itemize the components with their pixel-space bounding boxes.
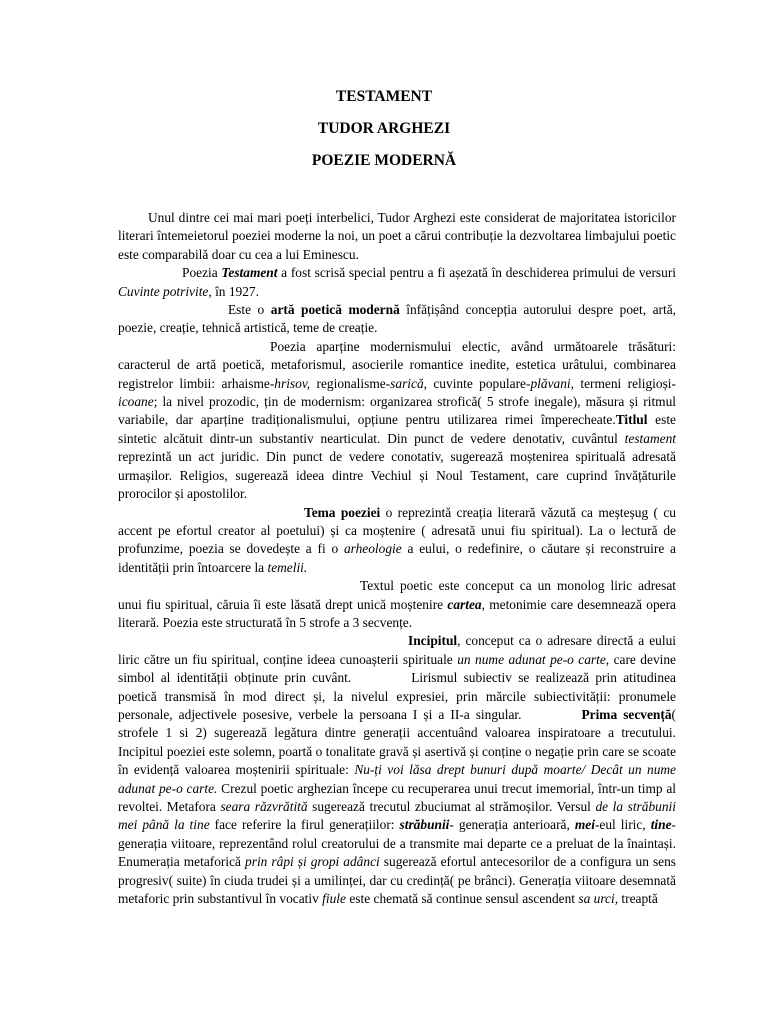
theme-emphasis: Tema poeziei — [304, 504, 381, 520]
bold-italic-term: tine — [650, 817, 672, 833]
text-span: Crezul poetic arghezian începe cu recuperarea unui trecut imemorial, într-un timp al revoltei. Metafora — [118, 780, 676, 814]
incipit-emphasis: Incipitul — [408, 633, 458, 649]
sequence-emphasis: Prima secvență — [581, 706, 672, 722]
italic-term: prin râpi și gropi adânci — [245, 854, 380, 870]
title-testament: TESTAMENT — [335, 88, 433, 105]
paragraph-incipit — [118, 632, 676, 908]
poem-title-emphasis: Testament — [221, 265, 278, 281]
document-body — [118, 209, 676, 908]
text-span: o reprezintă creația literară văzută ca meșteșug ( cu accent pe efortul creator al poetului) și ca moștenire ( adresată unui fiu spiritual). La o lectură de profunzime, poezia se dovedește a fi o — [118, 504, 676, 557]
paragraph-intro: Unul dintre cei mai mari poeți interbelici, Tudor Arghezi este considerat de majoritatea istoricilor literari întemeietorul poeziei moderne la noi, un poet a cărui contribuție la dezvoltarea limbajului poetic este comparabilă doar cu cea a lui Eminescu. — [118, 210, 676, 262]
text-span: reprezintă un act juridic. Din punct de vedere conotativ, sugerează moștenirea spirituală adresată urmașilor. Religios, sugerează ideea dintre Vechiul și Noul Testament, care cuprind învățăturile prorocilor și apostolilor. — [118, 449, 676, 502]
italic-term: seara răzvrătită — [220, 799, 308, 814]
title-block — [0, 88, 768, 184]
ars-poetica-emphasis: artă poetică modernă — [270, 302, 400, 318]
bold-italic-term: străbunii — [399, 817, 450, 833]
text-span: - generația anterioară, — [449, 817, 575, 833]
text-span: în 1927. — [211, 283, 259, 299]
italic-term: testament — [624, 430, 676, 446]
text-span: Poezia aparține modernismului electic, având următoarele trăsături: caracterul de artă poetică, metaforismul, asocierile romantice inedite, estetica urâtului, combinarea registrelor limbii: arhaisme- — [118, 338, 676, 391]
text-span: cuvinte populare- — [426, 375, 531, 391]
italic-term: temelii. — [267, 559, 308, 575]
text-span: -eul liric, — [594, 817, 651, 833]
italic-term: de la străbunii mei până la tine — [118, 799, 676, 833]
text-span: Textul poetic este conceput ca un monolog liric adresat unui fiu spiritual, căruia îi este lăsată drept unică moștenire — [118, 578, 676, 612]
text-span: Poezia — [182, 265, 222, 281]
text-span: a eului, o redefinire, o căutare și reconstruire a identității prin întoarcere la — [118, 541, 676, 575]
text-span: este chemată să continue sensul ascendent — [345, 891, 579, 907]
paragraph-ars-poetica — [118, 301, 676, 338]
title-emphasis: Titlul — [615, 412, 648, 428]
text-span: face referire la firul generațiilor: — [209, 817, 400, 833]
title-genre: POEZIE MODERNĂ — [311, 152, 457, 169]
italic-term: plăvani, — [530, 375, 574, 391]
italic-term: fiule — [322, 891, 346, 907]
text-span: ( strofele 1 si 2) sugerează legătura dintre generații accentuând valoarea inspiratoare a trecutului. Incipitul poeziei este solemn, poartă o tonalitate gravă și asertivă și conține o negație prin care se scoate în evidență valoarea moștenirii spirituale: — [118, 706, 676, 778]
italic-term: sarică, — [390, 375, 427, 391]
italic-term: sa urci, — [578, 891, 619, 907]
paragraph-poem-context — [118, 264, 676, 301]
text-span: termeni religioși- — [573, 375, 676, 391]
text-span: Este o — [228, 302, 271, 318]
text-span: Lirismul subiectiv se realizează prin atitudinea poetică transmisă în mod direct și, la nivelul expresiei, prin mărcile subiectivității: pronumele personale, adjectivele posesive, verbele la persoana I și a II-a singular. — [118, 670, 676, 722]
text-span: regionalisme- — [310, 375, 391, 391]
text-span: a fost scrisă special pentru a fi așezată în deschiderea primului de versuri — [277, 265, 677, 281]
text-span: , metonimie care desemnează opera literară. Poezia este structurată în 5 strofe a 3 secvențe. — [118, 596, 676, 630]
text-span: , conceput ca o adresare directă a eului liric către un fiu spiritual, conține ideea cunoașterii spirituale — [118, 633, 676, 667]
italic-term: icoane — [118, 394, 154, 410]
text-span: înfățișând concepția autorului despre poet, artă, poezie, creație, tehnică artistică, teme de creație. — [118, 302, 676, 336]
italic-term: un nume adunat pe-o carte, — [457, 651, 610, 667]
title-author: TUDOR ARGHEZI — [317, 120, 451, 137]
text-span: sugerează trecutul zbuciumat al strămoșilor. Versul — [307, 799, 596, 814]
italic-term: arheologie — [343, 541, 402, 557]
text-span: - generația viitoare, reprezentând rolul creatorului de a transmite mai departe ce a preluat de la înaintași. Enumerația metaforică — [118, 817, 676, 870]
text-span: ; la nivel prozodic, țin de modernism: organizarea strofică( 5 strofe inegale), măsura și ritmul variabile, dar aparține tradiționalismului, opțiune pentru utilizarea rimei împerecheate. — [118, 394, 676, 428]
text-span: sugerează efortul antecesorilor de a configura un sens progresiv( suite) în ciuda trudei și a umilinței, dar cu credință( pe brânci). Generația viitoare desemnată metaforic prin substantivul în vocativ — [118, 854, 677, 907]
text-span: este sintetic alcătuit dintr-un substantiv nearticulat. Din punct de vedere denotativ, cuvântul — [118, 412, 677, 446]
book-emphasis: cartea — [447, 596, 482, 612]
bold-italic-term: mei — [574, 817, 595, 833]
paragraph-modernism — [118, 338, 676, 504]
paragraph-theme — [118, 504, 676, 578]
paragraph-structure — [118, 577, 676, 632]
volume-title: Cuvinte potrivite, — [118, 283, 212, 299]
text-span: treaptă — [618, 891, 658, 907]
text-span: care devine simbol al identității obținute prin cuvânt. — [118, 651, 676, 686]
italic-term: hrisov, — [274, 375, 311, 391]
poem-quote: Nu-ți voi lăsa drept bunuri după moarte/ Decât un nume adunat pe-o carte. — [118, 762, 676, 796]
